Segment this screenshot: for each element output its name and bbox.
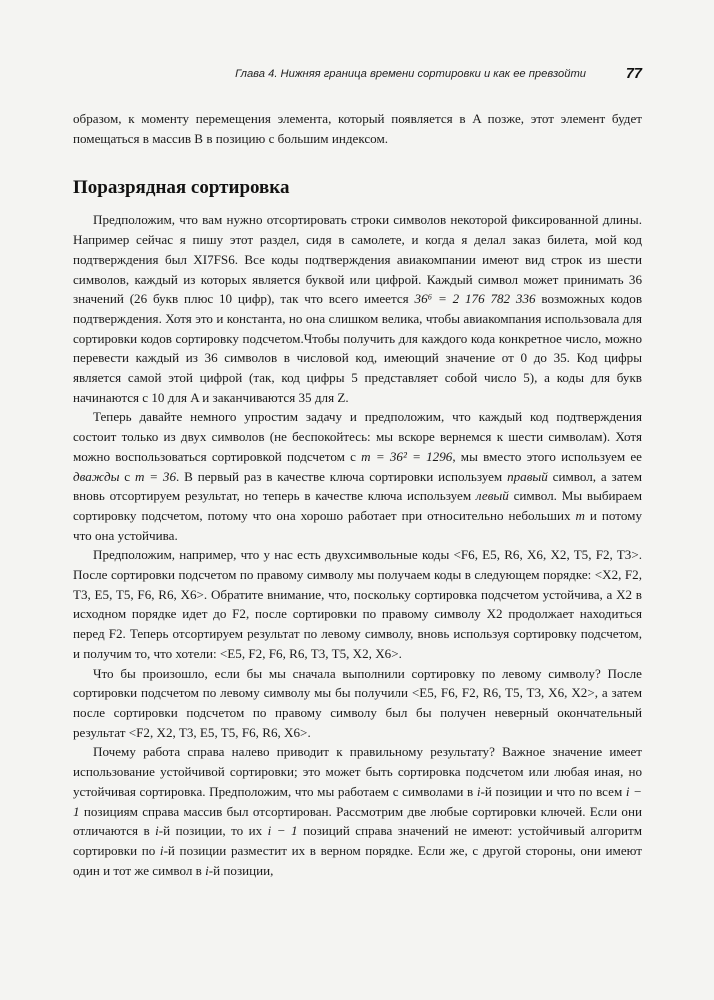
chapter-title: Глава 4. Нижняя граница времени сортировки и как ее превзойти <box>235 68 586 80</box>
emphasis-left: левый <box>475 488 509 504</box>
paragraph-3: Предположим, например, что у нас есть двухсимвольные коды <F6, E5, R6, X6, X2, T5, F2, T3>. После сортировки подсчетом по правому символу мы получаем коды в следующем порядке: <X2, F2, T3, E5, T5, F6, R6, X6>. Обратите внимание, что, поскольку сортировка подсчетом устойчива, а X2 в исходном порядке идет до F2, после сортировки по правому символу X2 продолжает находиться перед F2. Теперь отсортируем результат по левому символу, вновь используя сортировку подсчетом, и получим то, что хотели: <E5, F2, F6, R6, T3, T5, X2, X6>. <box>73 547 642 661</box>
formula-i-minus-1: i − 1 <box>73 783 643 819</box>
section-title: Поразрядная сортировка <box>73 177 290 199</box>
page-number: 77 <box>625 66 642 82</box>
page-body <box>73 109 642 880</box>
paragraph-5: Почему работа справа налево приводит к правильному результату? Важное значение имеет использование устойчивой сортировки; это может быть сортировка подсчетом или любая иная, но устойчивая сортировка. Предположим, что мы работаем с символами в i-й позиции и что по всем i − 1 позициям справа массив был отсортирован. Рассмотрим две любые сортировки ключей. Если они отличаются в i-й позиции, то их i − 1 позиций справа значений не имеют: устойчивый алгоритм сортировки по i-й позиции разместит их в верном порядке. Если же, с другой стороны, они имеют один и тот же символ в i-й позиции, <box>73 744 643 878</box>
paragraph-1: Предположим, что вам нужно отсортировать строки символов некоторой фиксированной длины. Например сейчас я пишу этот раздел, сидя в самолете, и когда я делал заказ билета, мой код подтверждения был XI7FS6. Все коды подтверждения авиакомпании имеют вид строк из шести символов, каждый из которых является буквой или цифрой. Каждый символ может принимать 36 значений (26 букв плюс 10 цифр), так что всего имеется 36⁶ = 2 176 782 336 возможных кодов подтверждения. Хотя это и константа, но она слишком велика, чтобы авиакомпания использовала для сортировки кодов сортировку подсчетом.Чтобы получить для каждого кода конкретное число, можно перевести каждый из 36 символов в числовой код, имеющий значение от 0 до 35. Код цифры является самой этой цифрой (так, код цифры 5 представляет собой число 5), а коды для букв начинаются с 10 для A и заканчиваются 35 для Z. <box>73 212 642 405</box>
formula-i-minus-1: i − 1 <box>267 823 298 839</box>
running-head <box>72 66 642 86</box>
paragraph-4: Что бы произошло, если бы мы сначала выполнили сортировку по левому символу? После сортировки подсчетом по левому символу мы бы получили <E5, F6, F2, R6, T5, T3, X6, X2>, а затем после сортировки подсчетом по правому символу был бы получен неверный окончательный результат <F2, X2, T3, E5, T5, F6, R6, X6>. <box>73 665 642 740</box>
formula-m-36: m = 36 <box>134 468 177 484</box>
emphasis-right: правый <box>507 468 548 484</box>
emphasis-twice: дважды <box>73 468 120 484</box>
formula-m-1296: m = 36² = 1296 <box>361 448 453 464</box>
formula-36-pow-6: 36⁶ = 2 176 782 336 <box>414 291 536 307</box>
paragraph-2: Теперь давайте немного упростим задачу и предположим, что каждый код подтверждения состоит только из двух символов (не беспокойтесь: мы вскоре вернемся к шести символам). Хотя можно воспользоваться сортировкой подсчетом с m = 36² = 1296, мы вместо этого используем ее дважды с m = 36. В первый раз в качестве ключа сортировки используем правый символ, а затем вновь отсортируем результат, но теперь в качестве ключа используем левый символ. Мы выбираем сортировку подсчетом, потому что она хорошо работает при относительно небольших m и потому что она устойчива. <box>73 409 642 543</box>
intro-paragraph: образом, к моменту перемещения элемента, который появляется в A позже, этот элемент будет помещаться в массив B в позицию с большим индексом. <box>73 111 642 146</box>
